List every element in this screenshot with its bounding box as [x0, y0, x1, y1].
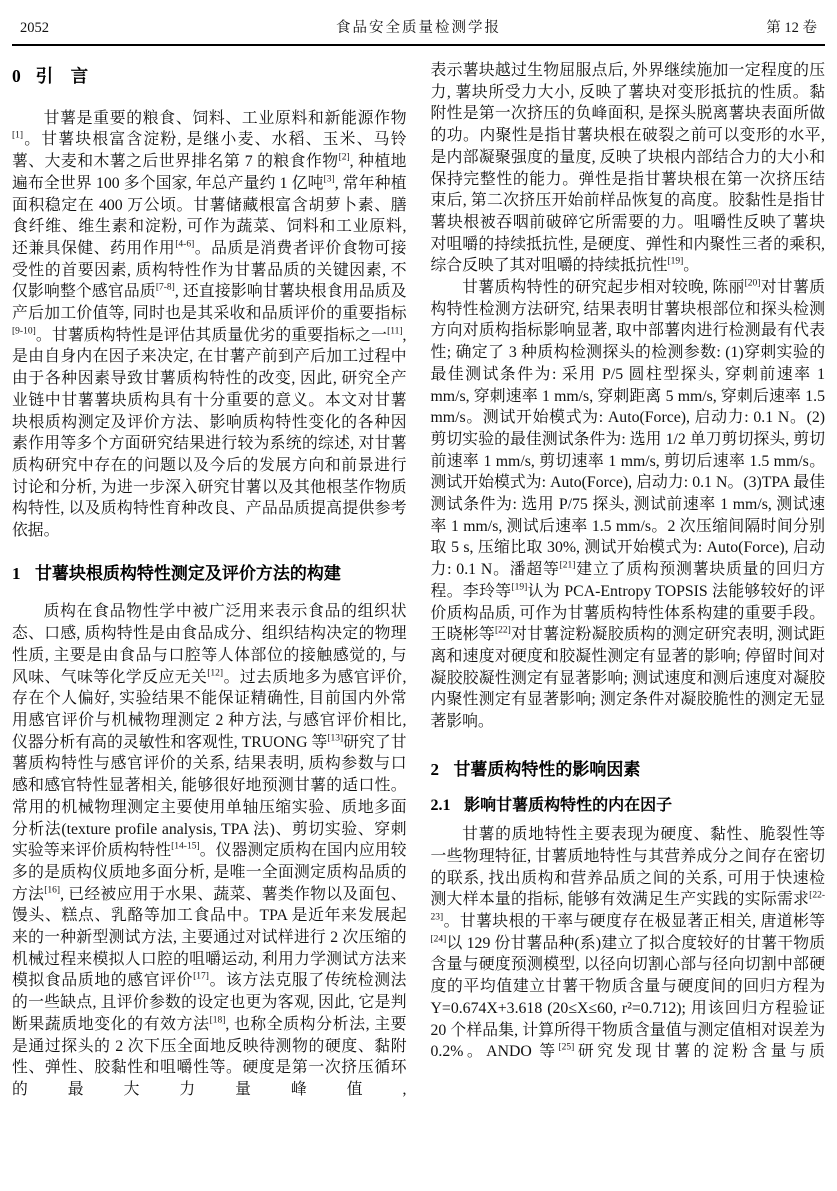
section-number: 0 — [12, 66, 21, 86]
column-right — [431, 60, 826, 1101]
section-heading-2-1 — [431, 795, 826, 817]
section-title: 影响甘薯质构特性的内在因子 — [464, 796, 673, 814]
section-number: 2 — [430, 759, 439, 779]
header-rule — [12, 44, 825, 46]
section-title: 引 言 — [35, 66, 89, 86]
section-number: 2.1 — [430, 796, 451, 814]
paragraph-internal-factors: 甘薯的质地特性主要表现为硬度、黏性、脆裂性等一些物理特征, 甘薯质地特性与其营养成分之间存在密切的联系, 找出质构和营养品质之间的关系, 可用于快速检测大样本量的指标, 能够有效满足生产实践的实际需求[22-23]。甘薯块根的干率与硬度存在极显著正相关, 唐道彬等[24]以 129 份甘薯品种(系)建立了拟合度较好的甘薯干物质含量与硬度预测模型, 以径向切割心部与径向切割中部硬度的平均值建立甘薯干物质含量与硬度间的回归方程为 Y=0.674X+3.618 (20≤X≤60, r²=0.712); 用该回归方程验证 20 个样品集, 计算所得干物质含量值与测定值相对误差为 0.2%。ANDO 等[25]研究发现甘薯的淀粉含量与质 — [430, 826, 825, 1061]
paragraph-methods-left: 质构在食品物性学中被广泛用来表示食品的组织状态、口感, 质构特性是由食品成分、组织结构决定的物理性质, 主要是由食品与口腔等人体部位的接触感觉的, 与风味、气味等化学反应无关[12]。过去质地多为感官评价, 存在个人偏好, 实验结果不能保证精确性, 目前国内外常用感官评价与机械物理测定 2 种方法, 与感官评价相比, 仪器分析有高的灵敏性和客观性, TRUONG 等[13]研究了甘薯质构特性与感官评价的关系, 结果表明, 质构参数与口感和感官特性显著相关, 能够很好地预测甘薯的适口性。常用的机械物理测定主要使用单轴压缩实验、质地多面分析法(texture profile analysis, TPA 法)、剪切实验、穿刺实验等来评价质构特性[14-15]。仪器测定质构在国内应用较多的是质构仪质地多面分析, 是唯一全面测定质构品质的方法[16], 已经被应用于水果、蔬菜、薯类作物以及面包、馒头、糕点、乳酪等加工食品中。TPA 是近年来发展起来的一种新型测试方法, 主要通过对试样进行 2 次压缩的机械过程来模拟人口腔的咀嚼运动, 利用力学测试方法来模拟食品质地的感官评价[17]。该方法克服了传统检测法的一些缺点, 且评价参数的设定也更为客观, 因此, 它是判断果蔬质地变化的有效方法[18], 也称全质构分析法, 主要是通过探头的 2 次下压全面地反映待测物的硬度、黏附性、弹性、胶黏性和咀嚼性等。硬度是第一次挤压循环的最大力量峰值, — [12, 603, 407, 1098]
section-title: 甘薯块根质构特性测定及评价方法的构建 — [34, 563, 341, 583]
section-title: 甘薯质构特性的影响因素 — [453, 759, 641, 779]
section-heading-0 — [12, 66, 407, 88]
section-heading-1 — [12, 563, 407, 585]
section-number: 1 — [12, 563, 21, 583]
paragraph-intro: 甘薯是重要的粮食、饲料、工业原料和新能源作物[1]。甘薯块根富含淀粉, 是继小麦、水稻、玉米、马铃薯、大麦和木薯之后世界排名第 7 的粮食作物[2], 种植地遍布全世界 100 多个国家, 年总产量约 1 亿吨[3], 常年种植面积稳定在 400 万公顷。甘薯储藏根富含胡萝卜素、膳食纤维、维生素和淀粉, 可作为蔬菜、饲料和工业原料, 还兼具保健、药用作用[4-6]。品质是消费者评价食物可接受性的首要因素, 质构特性作为甘薯品质的关键因素, 不仅影响整个感官品质[7-8], 还直接影响甘薯块根食用品质及产后加工价值等, 同时也是其采收和品质评价的重要指标[9-10]。甘薯质构特性是评估其质量优劣的重要指标之一[11], 是由自身内在因子来决定, 在甘薯产前到产后加工过程中由于各种因素导致甘薯质构特性的改变, 因此, 研究全产业链中甘薯薯块质构具有十分重要的意义。本文对甘薯块根质构测定及评价方法、影响质构特性变化的各种因素作用等多个方面研究结果进行较为系统的综述, 对甘薯质构研究中存在的问题以及今后的发展方向和前景进行讨论和分析, 为进一步深入研究甘薯以及其他根茎作物质构特性, 以及质构特性育种改良、产品品质提高提供参考依据。 — [12, 109, 407, 540]
volume-label: 第 12 卷 — [766, 20, 817, 36]
journal-title: 食品安全质量检测学报 — [336, 20, 501, 36]
section-heading-2 — [431, 759, 826, 781]
paragraph-methods-continued: 表示薯块越过生物屈服点后, 外界继续施加一定程度的压力, 薯块所受力大小, 反映了薯块对变形抵抗的性质。黏附性是第一次挤压的负峰面积, 是探头脱离薯块表面所做的功。内聚性是指甘薯块根在破裂之前可以变形的水平, 是内部凝聚强度的量度, 反映了块根内部结合力的大小和保持完整性的能力。弹性是指甘薯块根在第一次挤压结束后, 第二次挤压开始前样品恢复的高度。胶黏性是指甘薯块根被吞咽前破碎它所需要的力。咀嚼性反映了薯块对咀嚼的持续抵抗性, 是硬度、弹性和内聚性三者的乘积, 综合反映了其对咀嚼的持续抵抗性[19]。 — [430, 62, 825, 275]
page-number: 2052 — [20, 20, 49, 36]
paragraph-texture-research: 甘薯质构特性的研究起步相对较晚, 陈丽[20]对甘薯质构特性检测方法研究, 结果表明甘薯块根部位和探头检测方向对质构指标影响显著, 取中部薯肉进行检测最有代表性; 确定了 3 种质构检测探头的检测参数: (1)穿刺实验的最佳测试条件为: 采用 P/5 圆柱型探头, 穿刺前速率 1 mm/s, 穿刺速率 1 mm/s, 穿刺距离 5 mm/s, 穿刺后速率 1.5 mm/s。测试开始模式为: Auto(Force), 启动力: 0.1 N。(2)剪切实验的最佳测试条件为: 选用 1/2 单刀剪切探头, 剪切前速率 1 mm/s, 剪切速率 1 mm/s, 剪切后速率 1.5 mm/s。测试开始模式为: Auto(Force), 启动力: 0.1 N。(3)TPA 最佳测试条件为: 选用 P/75 探头, 测试前速率 1 mm/s, 测试速率 1 mm/s, 测试后速率 1.5 mm/s。2 次压缩间隔时间分别取 5 s, 压缩比取 30%, 测试开始模式为: Auto(Force), 启动力: 0.1 N。潘超等[21]建立了质构预测薯块质量的回归方程。李玲等[19]认为 PCA-Entropy TOPSIS 法能够较好的评价质构品质, 可作为甘薯质构特性体系构建的重要手段。王晓彬等[22]对甘薯淀粉凝胶质构的测定研究表明, 测试距离和速度对硬度和胶凝性测定有显著的影响; 停留时间对凝胶胶凝性测定有显著影响; 测试速度和测后速度对凝胶内聚性测定有显著影响; 测定条件对凝胶脆性的测定无显著影响。 — [430, 278, 825, 731]
column-left — [12, 60, 407, 1101]
article-body — [12, 60, 825, 1101]
running-head — [12, 10, 825, 41]
